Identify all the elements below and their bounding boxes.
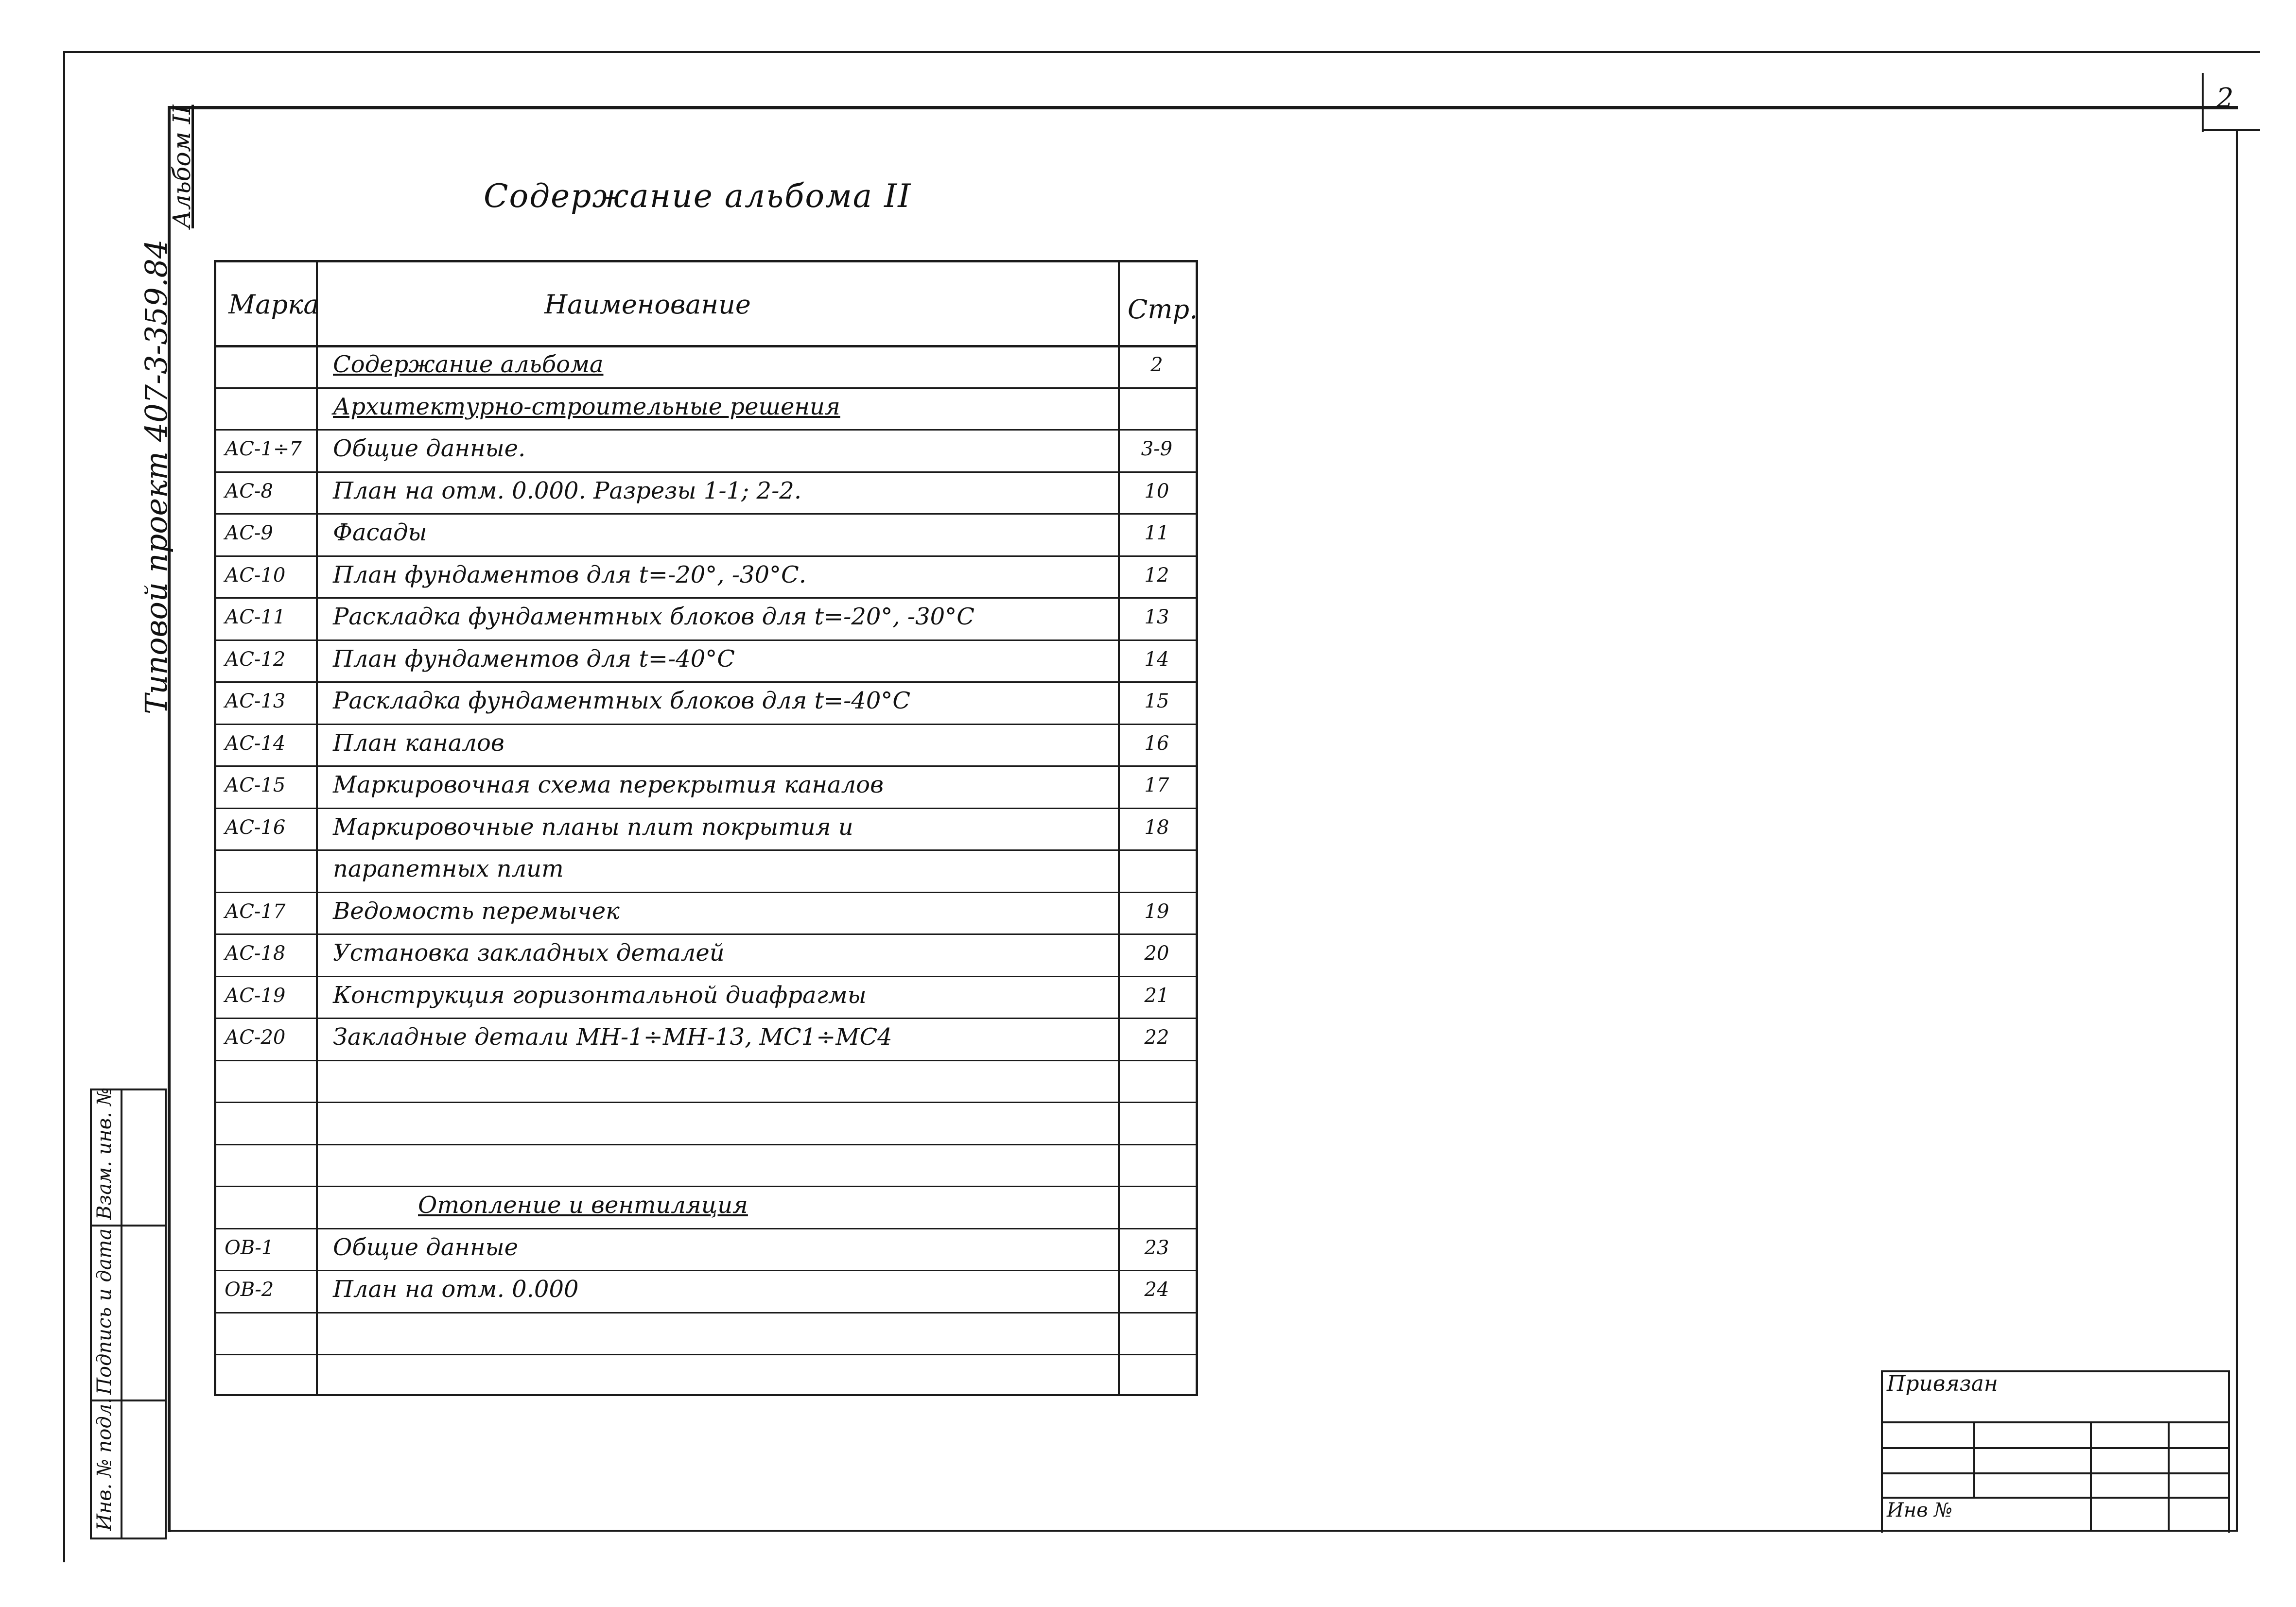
row-name: Установка закладных деталей <box>333 939 725 967</box>
row-page: 21 <box>1144 984 1169 1007</box>
table-row-rule <box>214 765 1198 767</box>
table-row-rule <box>214 1228 1198 1229</box>
outer-frame-top <box>63 51 2260 53</box>
row-page: 3-9 <box>1141 438 1173 460</box>
row-mark: АС-10 <box>225 564 286 587</box>
row-mark: АС-20 <box>225 1026 286 1049</box>
column-header-page: Стр. <box>1128 294 1198 325</box>
binding-stamp-rule <box>1881 1421 2228 1423</box>
row-page: 16 <box>1144 732 1169 755</box>
outer-frame-left <box>63 51 65 1562</box>
inner-frame-right <box>2236 130 2238 1530</box>
table-header-rule <box>214 345 1198 347</box>
row-name: Ведомость перемычек <box>333 897 620 925</box>
row-name: Маркировочные планы плит покрытия и <box>333 813 853 841</box>
vzam-inv-label: Взам. инв. № <box>93 1087 116 1220</box>
row-name: Конструкция горизонтальной диафрагмы <box>333 981 867 1009</box>
table-row-rule <box>214 1102 1198 1103</box>
inner-frame-top <box>168 106 2238 109</box>
row-page: 20 <box>1144 942 1169 965</box>
page-number-box-left <box>2202 73 2204 132</box>
row-mark: АС-11 <box>225 606 286 628</box>
project-code: Типовой проект 407-3-359.84 <box>139 239 174 714</box>
row-page: 2 <box>1150 354 1163 376</box>
binding-stamp-rule <box>1881 1497 2228 1499</box>
contents-table <box>214 260 1198 1396</box>
row-mark: АС-19 <box>225 984 286 1007</box>
row-name: Архитектурно-строительные решения <box>333 393 840 420</box>
row-page: 14 <box>1144 648 1169 671</box>
row-name: парапетных плит <box>333 855 564 882</box>
row-name: Содержание альбома <box>333 351 604 378</box>
table-row-rule <box>214 808 1198 809</box>
table-border-top <box>214 260 1198 262</box>
row-mark: АС-1÷7 <box>225 438 302 460</box>
row-page: 10 <box>1144 480 1169 502</box>
sign-date-label: Подпись и дата <box>93 1228 116 1395</box>
row-page: 15 <box>1144 690 1169 712</box>
binding-stamp-rule <box>1881 1447 2228 1449</box>
binding-stamp-rule <box>1881 1472 2228 1474</box>
row-mark: АС-18 <box>225 942 286 965</box>
row-name: Закладные детали МН-1÷МН-13, МС1÷МС4 <box>333 1023 892 1051</box>
row-mark: АС-14 <box>225 732 286 755</box>
row-name: Маркировочная схема перекрытия каналов <box>333 771 884 798</box>
row-name: План на отм. 0.000. Разрезы 1-1; 2-2. <box>333 477 802 504</box>
table-row-rule <box>214 892 1198 893</box>
row-name: Отопление и вентиляция <box>418 1192 748 1219</box>
table-row-rule <box>214 849 1198 851</box>
row-page: 13 <box>1144 606 1169 628</box>
row-page: 11 <box>1144 522 1169 544</box>
row-mark: АС-12 <box>225 648 286 671</box>
row-page: 19 <box>1144 900 1169 923</box>
table-row-rule <box>214 639 1198 641</box>
binding-stamp-col <box>2168 1421 2170 1531</box>
row-mark: АС-17 <box>225 900 286 923</box>
row-name: План фундаментов для t=-20°, -30°С. <box>333 561 807 588</box>
inv-orig-label: Инв. № подл. <box>93 1398 116 1531</box>
row-name: План на отм. 0.000 <box>333 1276 579 1303</box>
binding-stamp-col <box>2090 1421 2092 1531</box>
page-title: Содержание альбома II <box>484 177 912 215</box>
table-row-rule <box>214 933 1198 935</box>
table-row-rule <box>214 1060 1198 1061</box>
page-number-box-bottom <box>2202 129 2260 131</box>
row-mark: АС-13 <box>225 690 286 712</box>
table-row-rule <box>214 387 1198 389</box>
table-row-rule <box>214 1312 1198 1313</box>
row-page: 23 <box>1144 1236 1169 1259</box>
album-label: Альбом II <box>168 104 196 228</box>
row-mark: АС-15 <box>225 774 286 796</box>
page-number: 2 <box>2216 83 2234 114</box>
table-row-rule <box>214 681 1198 683</box>
table-row-rule <box>214 1270 1198 1271</box>
table-row-rule <box>214 513 1198 515</box>
table-row-rule <box>214 1018 1198 1019</box>
row-name: Общие данные. <box>333 435 526 462</box>
table-row-rule <box>214 724 1198 725</box>
table-border-bottom <box>214 1394 1198 1396</box>
approval-stamp-divider <box>121 1089 122 1538</box>
row-name: Раскладка фундаментных блоков для t=-40°С <box>333 687 911 714</box>
row-page: 18 <box>1144 816 1169 839</box>
row-page: 12 <box>1144 564 1169 587</box>
column-header-mark: Марка <box>228 289 319 320</box>
table-row-rule <box>214 597 1198 599</box>
row-page: 24 <box>1144 1279 1169 1301</box>
row-name: Общие данные <box>333 1233 519 1261</box>
column-header-name: Наименование <box>544 289 751 320</box>
row-mark: ОВ-1 <box>225 1236 274 1259</box>
row-mark: АС-8 <box>225 480 273 502</box>
table-row-rule <box>214 555 1198 557</box>
row-page: 22 <box>1144 1026 1169 1049</box>
table-row-rule <box>214 1144 1198 1145</box>
table-row-rule <box>214 1186 1198 1187</box>
table-row-rule <box>214 471 1198 473</box>
row-page: 17 <box>1144 774 1169 796</box>
table-row-rule <box>214 429 1198 431</box>
binding-stamp-col <box>1973 1421 1975 1497</box>
inv-number-label: Инв № <box>1887 1499 1953 1521</box>
table-row-rule <box>214 1354 1198 1355</box>
approval-stamp-separator <box>90 1225 165 1227</box>
row-mark: ОВ-2 <box>225 1279 274 1301</box>
row-mark: АС-9 <box>225 522 273 544</box>
row-name: План каналов <box>333 729 504 757</box>
row-name: Раскладка фундаментных блоков для t=-20°, -30°С <box>333 603 974 630</box>
row-name: План фундаментов для t=-40°С <box>333 645 735 673</box>
row-name: Фасады <box>333 519 427 546</box>
row-mark: АС-16 <box>225 816 286 839</box>
binding-label: Привязан <box>1887 1371 1998 1396</box>
table-row-rule <box>214 976 1198 977</box>
